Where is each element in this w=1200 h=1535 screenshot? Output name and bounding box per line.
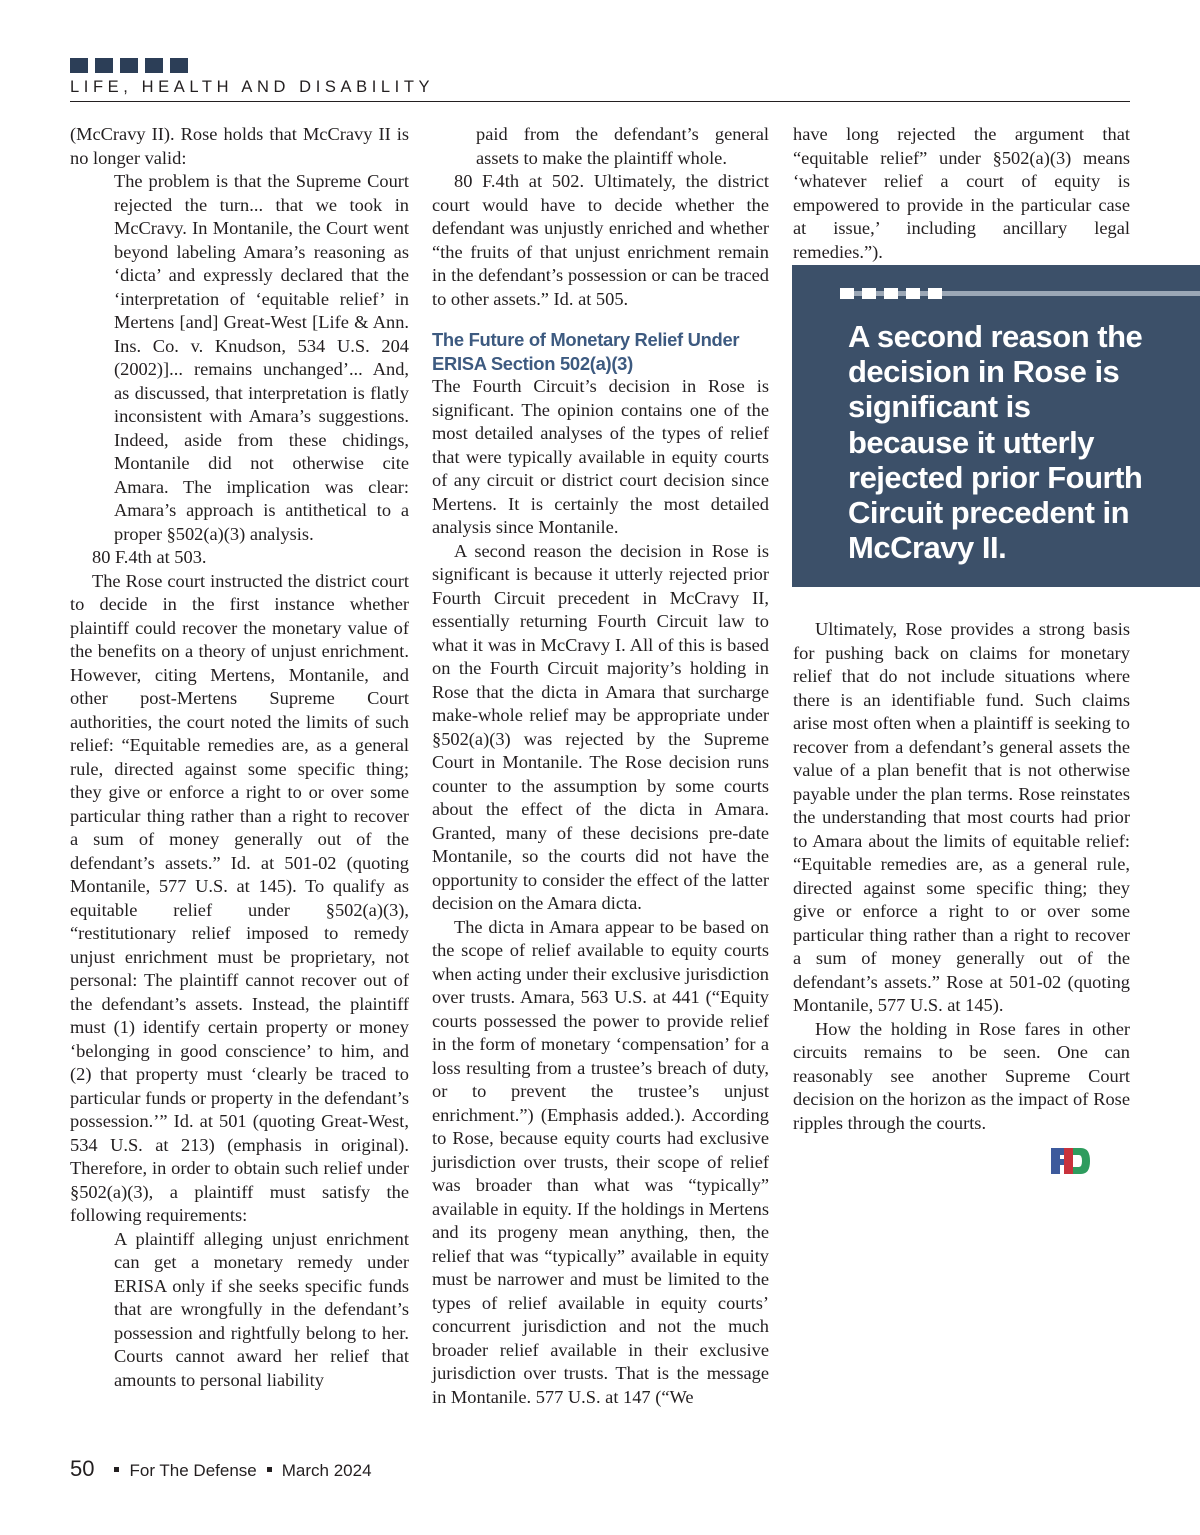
pull-quote-text: A second reason the decision in Rose is significant is because it utterly rejected prior Fourth Circuit precedent in McCravy II. xyxy=(848,319,1143,566)
citation: 80 F.4th at 503. xyxy=(92,547,207,567)
paragraph: (McCravy II). Rose holds that McCravy II is no longer valid: xyxy=(70,124,409,168)
paragraph: The Rose court instructed the district court to decide in the first instance whether plaintiff could recover the monetary value of the benefits on a theory of unjust enrichment. However, citing Mertens, Montanile, and other post-Mertens Supreme Court authorities, the court noted the limits of such relief: “Equitable remedies are, as a general rule, directed against some specific thing; they give or enforce a right to or over some particular thing rather than a right to recover a sum of money generally out of the defendant’s assets.” Id. at 501-02 (quoting Montanile, 577 U.S. at 145). To qualify as equitable relief under §502(a)(3), “restitutionary relief imposed to remedy unjust enrichment must be proprietary, not personal: The plaintiff cannot recover out of the defendant’s assets. Instead, the plaintiff must (1) identify certain property or money ‘belonging in good conscience’ to him, and (2) that property must ‘clearly be traced to particular funds or property in the defendant’s possession.’” Id. at 501 (quoting Great-West, 534 U.S. at 213) (emphasis in original). Therefore, in order to obtain such relief under §502(a)(3), a plaintiff must satisfy the following requirements: xyxy=(70,570,409,1225)
square-icon xyxy=(170,58,188,73)
subheading: The Future of Monetary Relief Under ERISA Section 502(a)(3) xyxy=(432,329,740,374)
bullet-icon xyxy=(114,1467,119,1472)
square-icon xyxy=(928,288,942,299)
block-quote: A plaintiff alleging unjust enrichment can get a monetary remedy under ERISA only if she seeks specific funds that are wrongfully in the defendant’s possession and rightfully belong to her. Courts cannot award her relief that amounts to personal liability xyxy=(114,1228,409,1390)
column-3 xyxy=(793,123,1130,264)
header-squares xyxy=(70,58,1130,73)
square-icon xyxy=(884,288,898,299)
pull-quote-bar xyxy=(840,288,1200,299)
square-icon xyxy=(70,58,88,73)
square-icon xyxy=(145,58,163,73)
header-rule xyxy=(70,101,1130,102)
issue-date: March 2024 xyxy=(281,1461,372,1480)
column-1 xyxy=(70,123,409,1392)
paragraph: The Fourth Circuit’s decision in Rose is significant. The opinion contains one of the most detailed analyses of the types of relief that were typically available in equity courts of any circuit or district court decision since Mertens. It is certainly the most detailed analysis since Montanile. xyxy=(432,376,769,537)
page-footer xyxy=(70,1456,372,1482)
publication-name: For The Defense xyxy=(129,1461,257,1480)
square-icon xyxy=(906,288,920,299)
section-title: LIFE, HEALTH AND DISABILITY xyxy=(70,78,435,96)
section-header xyxy=(70,58,1130,96)
square-icon xyxy=(862,288,876,299)
paragraph: Ultimately, Rose provides a strong basis for pushing back on claims for monetary relief that do not include situations where there is an identifiable fund. Such claims arise most often when a plaintiff is seeking to recover from a defendant’s general assets the value of a plan benefit that is not otherwise payable under the plan terms. Rose reinstates the understanding that most courts had prior to Amara about the limits of equitable relief: “Equitable remedies are, as a general rule, directed against some specific thing; they give or enforce a right to or over some particular thing rather than a right to recover a sum of money generally out of the defendant’s assets.” Rose at 501-02 (quoting Montanile, 577 U.S. at 145). xyxy=(793,619,1130,1015)
block-quote: The problem is that the Supreme Court rejected the turn... that we took in McCravy. In Montanile, the Court went beyond labeling Amara’s reasoning as ‘dicta’ and expressly declared that the ‘interpretation of ‘equitable relief’ in Mertens [and] Great-West [Life & Ann. Ins. Co. v. Knudson, 534 U.S. 204 (2002)]... remains unchanged’... And, as discussed, that interpretation is flatly inconsistent with Amara’s suggestions. Indeed, aside from these chidings, Montanile did not otherwise cite Amara. The implication was clear: Amara’s approach is antithetical to a proper §502(a)(3) analysis. xyxy=(114,171,409,544)
paragraph: 80 F.4th at 502. Ultimately, the district court would have to decide whether the defendant was unjustly enriched and whether “the fruits of that unjust enrichment remain in the defendant’s possession or can be traced to other assets.” Id. at 505. xyxy=(432,171,769,309)
paragraph: The dicta in Amara appear to be based on the scope of relief available to equity courts when acting under their exclusive jurisdiction over trusts. Amara, 563 U.S. at 441 (“Equity courts possessed the power to provide relief in the form of monetary ‘compensation’ for a loss resulting from a trustee’s breach of duty, or to prevent the trustee’s unjust enrichment.”) (Emphasis added.). According to Rose, because equity courts had exclusive jurisdiction over trusts, their scope of relief was broader than what was “typically” available in equity. If the holdings in Mertens and its progeny mean anything, then, the relief that was “typically” available in equity must be narrower and must be limited to the types of relief available in equity courts’ concurrent jurisdiction and not the much broader relief available in their exclusive jurisdiction over trusts. That is the message in Montanile. 577 U.S. at 147 (“We xyxy=(432,916,769,1407)
square-icon xyxy=(120,58,138,73)
paragraph: How the holding in Rose fares in other circuits remains to be seen. One can reasonably see another Supreme Court decision on the horizon as the impact of Rose ripples through the courts. xyxy=(793,1018,1130,1133)
bullet-icon xyxy=(267,1467,272,1472)
square-icon xyxy=(95,58,113,73)
ftd-logo-icon xyxy=(1051,1146,1091,1176)
square-icon xyxy=(840,288,854,299)
pull-quote xyxy=(792,265,1200,587)
paragraph: have long rejected the argument that “equitable relief” under §502(a)(3) means ‘whatever relief a court of equity is empowered to provide in the particular case at issue,’ including ancillary legal remedies.”). xyxy=(793,124,1130,262)
column-2 xyxy=(432,123,769,1409)
page-number: 50 xyxy=(70,1456,95,1481)
block-quote-continued: paid from the defendant’s general assets to make the plaintiff whole. xyxy=(476,124,769,168)
column-3-lower xyxy=(793,618,1130,1135)
paragraph: A second reason the decision in Rose is significant is because it utterly rejected prior Fourth Circuit precedent in McCravy II, essentially returning Fourth Circuit law to what it was in McCravy I. All of this is based on the Fourth Circuit majority’s holding in Rose that the dicta in Amara that surcharge make-whole relief may be appropriate under §502(a)(3) was rejected by the Supreme Court in Montanile. The Rose decision runs counter to the assumption by some courts about the effect of the dicta in Amara. Granted, many of these decisions pre-date Montanile, so the courts did not have the opportunity to consider the effect of the latter decision on the Amara dicta. xyxy=(432,540,769,913)
